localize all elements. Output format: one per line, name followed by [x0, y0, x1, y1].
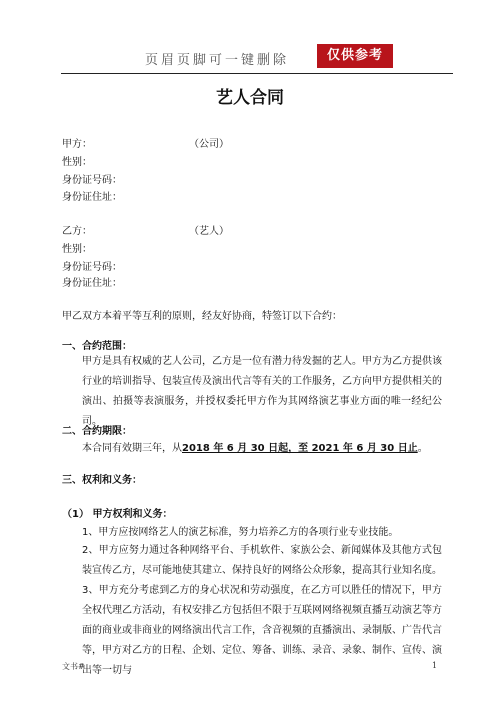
party-a-line: [62, 138, 229, 152]
section-1-body: 甲方是具有权威的艺人公司，乙方是一位有潜力待发掘的艺人。甲方为乙方提供该行业的培训指导、包装宣传及演出代言等有关的工作服务，乙方向甲方提供相关的演出、拍摄等表演服务，并授权委托甲方作为其网络演艺事业方面的唯一经纪公司。: [82, 356, 442, 427]
party-a-gender: 性别：: [62, 157, 92, 168]
clause-item-3: 3、甲方充分考虑到乙方的身心状况和劳动强度，在乙方可以胜任的情况下，甲方全权代理乙方活动，有权安排乙方包括但不限于互联网网络视频直播互动演艺等方面的商业或非商业的网络演出代言工作，含音视频的直播演出、录制版、广告代言等，甲方对乙方的日程、企划、定位、筹备、训练、录音、录象、制作、宣传、演出等一切与: [82, 585, 442, 676]
section-2-body: [62, 442, 428, 456]
clause-item-2: 2、甲方应努力通过各种网络平台、手机软件、家族公会、新闻媒体及其他方式包装宣传乙方，尽可能地使其建立、保持良好的网络公众形象，提高其行业知名度。: [82, 545, 442, 576]
document-title: 艺人合同: [216, 88, 284, 108]
section-2-suffix: 。: [417, 443, 428, 454]
party-b-id-address: 身份证住址：: [62, 278, 122, 289]
party-b-suffix: （艺人）: [189, 226, 229, 237]
footer-label: 文书#: [62, 662, 85, 671]
reference-only-badge: 仅供参考: [317, 44, 393, 68]
section-3-title: 三、权利和义务：: [62, 475, 142, 486]
section-3-sub1: （1） 甲方权利和义务：: [62, 509, 173, 520]
page-footer: [0, 661, 500, 681]
party-b-id-number: 身份证号码：: [62, 262, 122, 273]
party-b-gender: 性别：: [62, 244, 92, 255]
party-a-label: 甲方：: [62, 139, 92, 150]
preamble: 甲乙双方本着平等互利的原则，经友好协商，特签订以下合约：: [62, 311, 342, 322]
clause-item-1: 1、甲方应按网络艺人的演艺标准，努力培养乙方的各项行业专业技能。: [82, 527, 399, 538]
section-2-prefix: 本合同有效期三年，从: [82, 443, 182, 454]
party-b-line: [62, 225, 229, 239]
page-number: 1: [432, 661, 438, 670]
header-text: 页眉页脚可一键删除: [145, 53, 290, 68]
party-a-suffix: （公司）: [189, 139, 229, 150]
party-a-id-number: 身份证号码：: [62, 175, 122, 186]
party-b-label: 乙方：: [62, 226, 92, 237]
party-a-id-address: 身份证住址：: [62, 192, 122, 203]
section-1-title: 一、合约范围：: [62, 341, 132, 352]
section-2-title: 二、合约期限：: [62, 426, 132, 437]
page-header: [61, 39, 453, 74]
contract-period: 2018 年 6 月 30 日起，至 2021 年 6 月 30 日止: [182, 443, 418, 454]
